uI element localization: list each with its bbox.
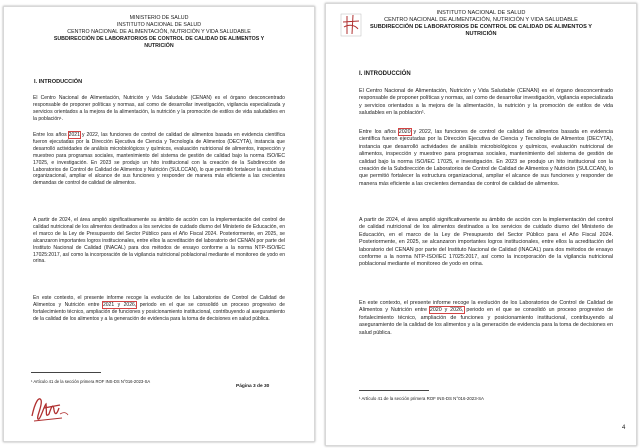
paragraph-4 — [33, 295, 285, 323]
paragraph-3: A partir de 2024, el área amplió significativamente su ámbito de acción con la implementación del control de calidad nutricional de los alimentos destinados a los servicios de cuidado diurno del Ministerio de Educación, en el marco de la Ley de Presupuesto del Sector Público para el Año Fiscal 2024. Posteriormente, en 2025, se alcanzaron importantes logros institucionales, entre ellos la acreditación del laboratorio del CENAN por parte del Instituto Nacional de Calidad (INACAL) para dos métodos de ensayo conforme a la norma NTP-ISO/IEC 17025:2017, así como la incorporación de la vigilancia nutricional poblacional mediante el monitoreo de yodo en orina. — [359, 217, 613, 268]
header-line-institute: INSTITUTO NACIONAL DE SALUD — [436, 10, 526, 16]
header-line-center: CENTRO NACIONAL DE ALIMENTACIÓN, NUTRICIÓN Y VIDA SALUDABLE — [67, 29, 251, 35]
footnote-divider — [359, 390, 429, 391]
page-number: Página 3 de 30 — [236, 384, 270, 389]
document-page-right — [325, 3, 637, 446]
page-header — [326, 10, 636, 38]
paragraph-4-rest: periodo en el que se consolidó un proceso progresivo de fortalecimiento técnico, ampliación de funciones y posicionamiento institucional, contribuyendo al aseguramiento de la calidad de los alimentos y a la generación de evidencia para la toma de decisiones en salud pública. — [359, 307, 614, 336]
footnote-divider — [31, 372, 101, 373]
header-line-subdirection: SUBDIRECCIÓN DE LABORATORIOS DE CONTROL DE CALIDAD DE ALIMENTOS Y — [53, 36, 265, 42]
paragraph-2-start: Entre los años — [33, 132, 69, 138]
footnote: ¹ Artículo 41 de la sección primera ROF INS-DS N°016-2023-SA — [31, 379, 151, 384]
page-number: 4 — [622, 425, 626, 431]
paragraph-4-start: En este contexto, el presente informe recoge la evolución de los Laboratorios de Control de Calidad de Alimentos y Nutrición entre — [33, 295, 285, 308]
header-line-center: CENTRO NACIONAL DE ALIMENTACIÓN, NUTRICIÓN Y VIDA SALUDABLE — [384, 17, 578, 23]
paragraph-1: El Centro Nacional de Alimentación, Nutrición y Vida Saludable (CENAN) es el órgano desconcentrado responsable de proponer políticas y normas, así como de desarrollar investigación, vigilancia especializada y servicios orientados a la mejora de la alimentación, la nutrición y la promoción de estilos de vida saludables en la población¹. — [359, 88, 613, 117]
paragraph-1: El Centro Nacional de Alimentación, Nutrición y Vida Saludable (CENAN) es el órgano desconcentrado responsable de proponer políticas y normas, así como de desarrollar investigación, vigilancia especializada y servicios orientados a la mejora de la alimentación, la nutrición y la promoción de estilos de vida saludables en la población¹. — [33, 95, 285, 122]
paragraph-2-rest: y 2022, las funciones de control de calidad de alimentos basada en evidencia científica fueron ejecutadas por la Dirección Ejecutiva de Ciencia y Tecnología de Alimentos (DECYTA), instancia que desarrolló actividades de análisis microbiológicos y químicos, evaluación nutricional de alimentos, inspección y muestreo para programas sociales, mantenimiento del sistema de gestión de calidad bajo la norma ISO/IEC 17025, e investigación. En 2023 se produjo un hito institucional con la creación de la Subdirección de Laboratorios de Control de Calidad de Alimentos y Nutrición (SULCCAN), lo que permitió fortalecer la estructura organizacional, ampliar el alcance de sus funciones y responder de manera más eficiente a las crecientes demandas de control de calidad de alimentos. — [359, 129, 613, 187]
highlighted-year: 2020 — [398, 129, 411, 135]
footnote: ¹ Artículo 41 de la sección primera ROF INS-DS N°016-2023-SA — [359, 396, 484, 401]
header-line-subdirection: SUBDIRECCIÓN DE LABORATORIOS DE CONTROL DE CALIDAD DE ALIMENTOS Y — [369, 24, 593, 30]
highlighted-year: 2021 — [68, 132, 80, 138]
paragraph-2 — [33, 132, 285, 187]
paragraph-2 — [359, 129, 613, 188]
header-line-ministry: MINISTERIO DE SALUD — [129, 15, 189, 21]
paragraph-4-rest: periodo en el que se consolidó un proceso progresivo de fortalecimiento técnico, ampliación de funciones y posicionamiento institucional, contribuyendo al aseguramiento de la calidad de los alimentos y a la generación de evidencia para la toma de decisiones en salud pública. — [33, 301, 285, 322]
section-title: I. INTRODUCCIÓN — [34, 79, 83, 85]
signature-icon — [26, 390, 72, 426]
paragraph-2-start: Entre los años — [359, 129, 399, 135]
paragraph-2-rest: y 2022, las funciones de control de calidad de alimentos basada en evidencia científica fueron ejecutadas por la Dirección Ejecutiva de Ciencia y Tecnología de Alimentos (DECYTA), instancia que desarrolló actividades de análisis microbiológicos y químicos, evaluación nutricional de alimentos, inspección y muestreo para programas sociales, mantenimiento del sistema de gestión de calidad bajo la norma ISO/IEC 17025, e investigación. En 2023 se produjo un hito institucional con la creación de la Subdirección de Laboratorios de Control de Calidad de Alimentos y Nutrición (SULCCAN), lo que permitió fortalecer la estructura organizacional, ampliar el alcance de sus funciones y responder de manera más eficiente a las crecientes demandas de control de calidad de alimentos. — [33, 132, 285, 187]
paragraph-3: A partir de 2024, el área amplió significativamente su ámbito de acción con la implementación del control de calidad nutricional de los alimentos destinados a los servicios de cuidado diurno del Ministerio de Educación, en el marco de la Ley de Presupuesto del Sector Público para el Año Fiscal 2024. Posteriormente, en 2025, se alcanzaron importantes logros institucionales, entre ellos la acreditación del laboratorio del CENAN por parte del Instituto Nacional de Calidad (INACAL) para dos métodos de ensayo conforme a la norma NTP-ISO/IEC 17025:2017, así como la incorporación de la vigilancia nutricional poblacional mediante el monitoreo de yodo en orina. — [33, 217, 285, 265]
header-line-institute: INSTITUTO NACIONAL DE SALUD — [116, 22, 202, 28]
header-line-nutrition: NUTRICIÓN — [465, 31, 497, 37]
page-header — [4, 15, 314, 50]
section-title: I. INTRODUCCIÓN — [359, 71, 411, 77]
paragraph-4-start: En este contexto, el presente informe recoge la evolución de los Laboratorios de Control de Calidad de Alimentos y Nutrición entre — [359, 300, 613, 314]
paragraph-4 — [359, 300, 613, 337]
header-line-nutrition: NUTRICIÓN — [144, 43, 174, 49]
highlighted-period: 2021 y 2026, — [102, 301, 137, 308]
highlighted-period: 2020 y 2026, — [429, 307, 464, 314]
document-page-left — [3, 6, 315, 442]
